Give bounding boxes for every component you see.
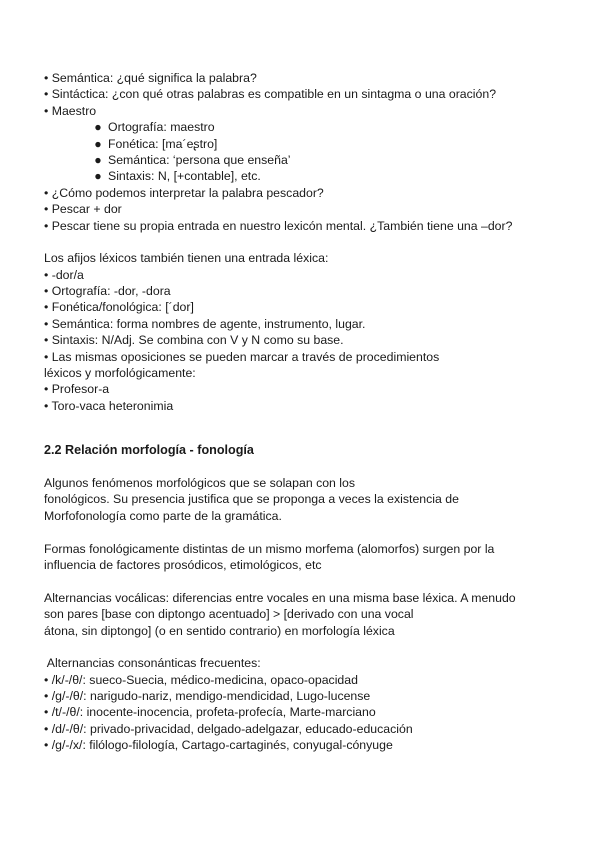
afijos-intro: Los afijos léxicos también tienen una entrada léxica: — [44, 251, 329, 266]
spacer — [44, 573, 564, 589]
paragraph-line: Alternancias consonánticas frecuentes: — [44, 656, 261, 671]
bullet-semantica: • Semántica: ¿qué significa la palabra? — [44, 71, 257, 85]
spacer — [44, 234, 564, 250]
sublist-item: ● Semántica: ‘persona que enseña’ — [44, 152, 564, 168]
list-item: • /k/-/θ/: sueco-Suecia, médico-medicina, opaco-opacidad — [44, 672, 358, 687]
paragraph-line: Alternancias vocálicas: diferencias entre vocales en una misma base léxica. A menudo — [44, 590, 516, 605]
bullet-dot-icon: ● — [94, 120, 102, 135]
list-item: • Sintaxis: N/Adj. Se combina con V y N como su base. — [44, 333, 344, 348]
list-item: • /g/-/x/: filólogo-filología, Cartago-cartaginés, conyugal-cónyuge — [44, 738, 393, 753]
spacer — [44, 431, 564, 439]
paragraph-line: átona, sin diptongo] (o en sentido contrario) en morfología léxica — [44, 623, 395, 638]
sublist-item: ● Sintaxis: N, [+contable], etc. — [44, 168, 564, 184]
bullet-maestro: • Maestro — [44, 103, 97, 118]
spacer — [44, 459, 564, 475]
sublist-item: ● Fonética: [ma´eʂtro] — [44, 136, 564, 152]
spacer — [44, 524, 564, 540]
sublist-item: ● Ortografía: maestro — [44, 119, 564, 135]
paragraph-line: fonológicos. Su presencia justifica que se proponga a veces la existencia de — [44, 492, 459, 507]
bullet-dot-icon: ● — [94, 169, 102, 184]
section-heading: 2.2 Relación morfología - fonología — [44, 442, 254, 457]
list-item: léxicos y morfológicamente: — [44, 366, 196, 381]
paragraph-line: Algunos fenómenos morfológicos que se solapan con los — [44, 475, 356, 490]
spacer — [44, 414, 564, 430]
document-page — [44, 70, 564, 754]
bullet-dot-icon: ● — [94, 136, 102, 151]
bullet-pescador: • ¿Cómo podemos interpretar la palabra pescador? — [44, 185, 324, 200]
paragraph-line: influencia de factores prosódicos, etimológicos, etc — [44, 557, 322, 572]
bullet-sintactica: • Sintáctica: ¿con qué otras palabras es compatible en un sintagma o una oración? — [44, 87, 497, 102]
paragraph-line: son pares [base con diptongo acentuado] > [derivado con una vocal — [44, 607, 414, 622]
paragraph-line: Morfofonología como parte de la gramática. — [44, 508, 282, 523]
bullet-pescar-dor: • Pescar + dor — [44, 202, 122, 217]
list-item: • Semántica: forma nombres de agente, instrumento, lugar. — [44, 316, 366, 331]
list-item: • Profesor-a — [44, 382, 110, 397]
list-item: • Las mismas oposiciones se pueden marcar a través de procedimientos — [44, 349, 440, 364]
spacer — [44, 639, 564, 655]
list-item: • Toro-vaca heteronimia — [44, 398, 174, 413]
paragraph-line: Formas fonológicamente distintas de un mismo morfema (alomorfos) surgen por la — [44, 541, 495, 556]
bullet-pescar-entrada: • Pescar tiene su propia entrada en nuestro lexicón mental. ¿También tiene una –dor? — [44, 218, 513, 233]
list-item: • Ortografía: -dor, -dora — [44, 284, 171, 299]
list-item: • /g/-/θ/: narigudo-nariz, mendigo-mendicidad, Lugo-lucense — [44, 689, 371, 704]
list-item: • /d/-/θ/: privado-privacidad, delgado-adelgazar, educado-educación — [44, 721, 413, 736]
list-item: • -dor/a — [44, 267, 84, 282]
bullet-dot-icon: ● — [94, 152, 102, 167]
list-item: • Fonética/fonológica: [´dor] — [44, 300, 194, 315]
list-item: • /t/-/θ/: inocente-inocencia, profeta-profecía, Marte-marciano — [44, 705, 376, 720]
